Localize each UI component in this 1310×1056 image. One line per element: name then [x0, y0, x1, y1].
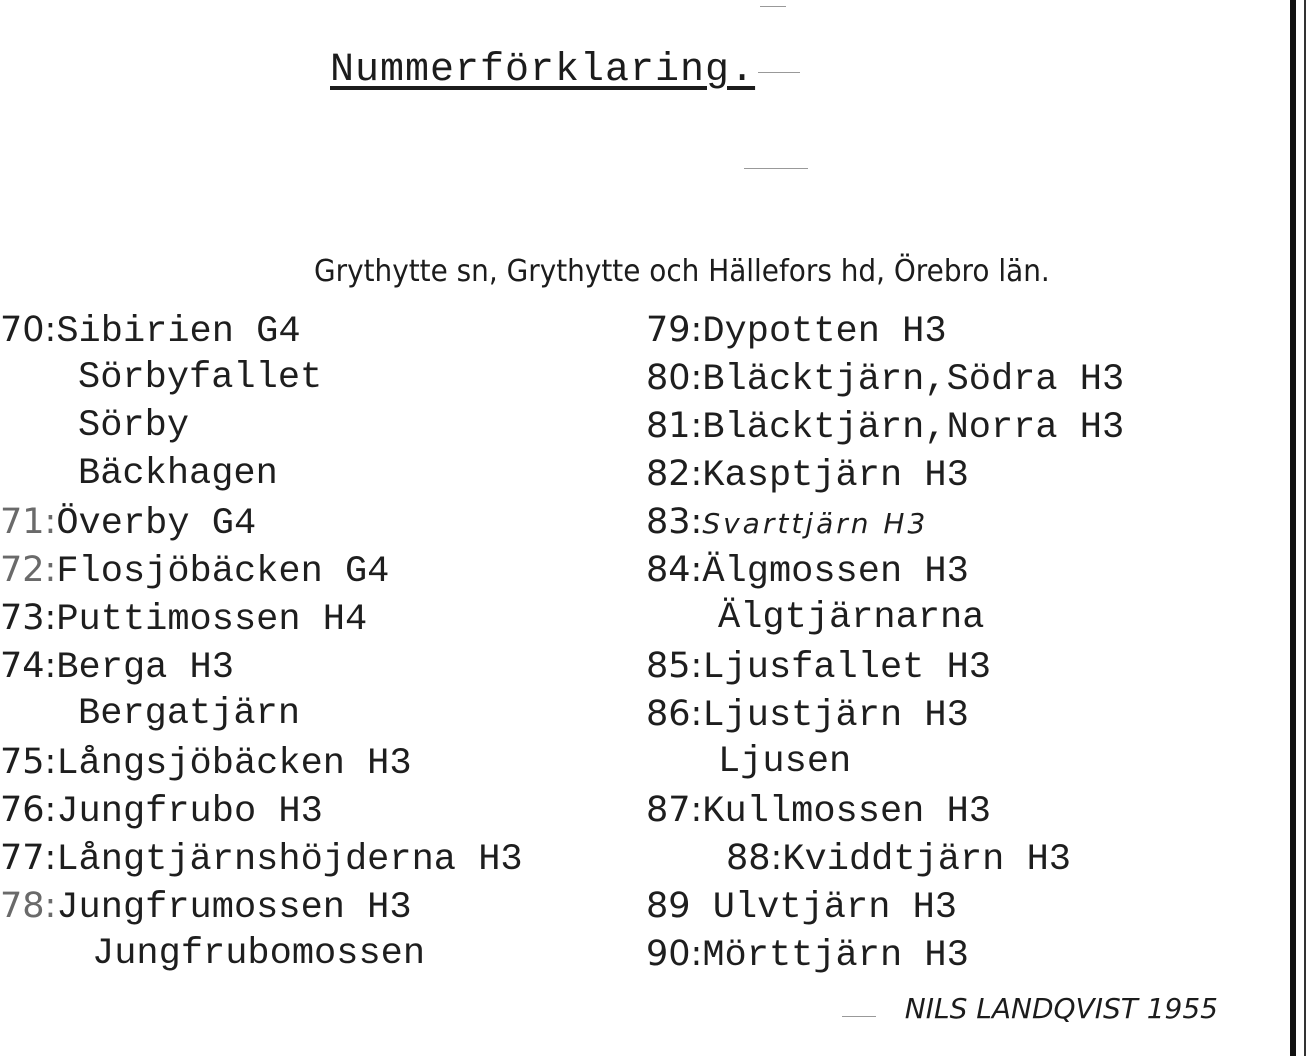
list-item: 85:Ljusfallet H3	[646, 646, 991, 689]
scan-edge	[1290, 0, 1296, 1056]
list-item: 87:Kullmossen H3	[646, 790, 991, 833]
left-column	[0, 306, 523, 978]
list-item: 78:Jungfrumossen H3	[0, 886, 412, 929]
page-title: Nummerförklaring.	[330, 48, 756, 93]
scan-speck	[760, 6, 786, 7]
list-item: 89 Ulvtjärn H3	[646, 886, 958, 929]
list-item: 72:Flosjöbäcken G4	[0, 550, 390, 593]
list-item: 70:Sibirien G4	[0, 310, 301, 353]
list-item: 90:Mörttjärn H3	[646, 934, 969, 977]
list-item: 86:Ljustjärn H3	[646, 694, 969, 737]
list-subitem: Sörby	[78, 405, 190, 447]
scan-speck	[744, 168, 808, 169]
right-column	[646, 306, 1124, 978]
list-item: 81:Bläcktjärn,Norra H3	[646, 406, 1125, 449]
list-item: 74:Berga H3	[0, 646, 234, 689]
title-dash	[758, 72, 800, 73]
handwritten-entry: Svarttjärn H3	[702, 507, 929, 540]
author-signature: NILS LANDQVIST 1955	[904, 992, 1218, 1025]
list-subitem: Bergatjärn	[78, 693, 301, 735]
list-item: 71:Överby G4	[0, 502, 257, 545]
list-item: 83:Svarttjärn H3	[646, 502, 929, 542]
list-item: 88:Kviddtjärn H3	[726, 838, 1071, 881]
scan-edge-thin	[1304, 0, 1306, 1056]
list-item: 75:Långsjöbäcken H3	[0, 742, 412, 785]
list-item: 80:Bläcktjärn,Södra H3	[646, 358, 1125, 401]
list-subitem: Ljusen	[718, 741, 852, 783]
list-item: 77:Långtjärnshöjderna H3	[0, 838, 523, 881]
list-subitem: Älgtjärnarna	[718, 597, 985, 639]
list-item: 79:Dypotten H3	[646, 310, 947, 353]
list-subitem: Bäckhagen	[78, 453, 278, 495]
list-item: 73:Puttimossen H4	[0, 598, 368, 641]
parish-subtitle: Grythytte sn, Grythytte och Hällefors hd, Örebro län.	[314, 254, 1050, 289]
scan-speck	[842, 1016, 876, 1017]
list-subitem: Sörbyfallet	[78, 357, 323, 399]
list-item: 76:Jungfrubo H3	[0, 790, 323, 833]
list-subitem: Jungfrubomossen	[92, 933, 426, 975]
list-item: 84:Älgmossen H3	[646, 550, 969, 593]
list-item: 82:Kasptjärn H3	[646, 454, 969, 497]
